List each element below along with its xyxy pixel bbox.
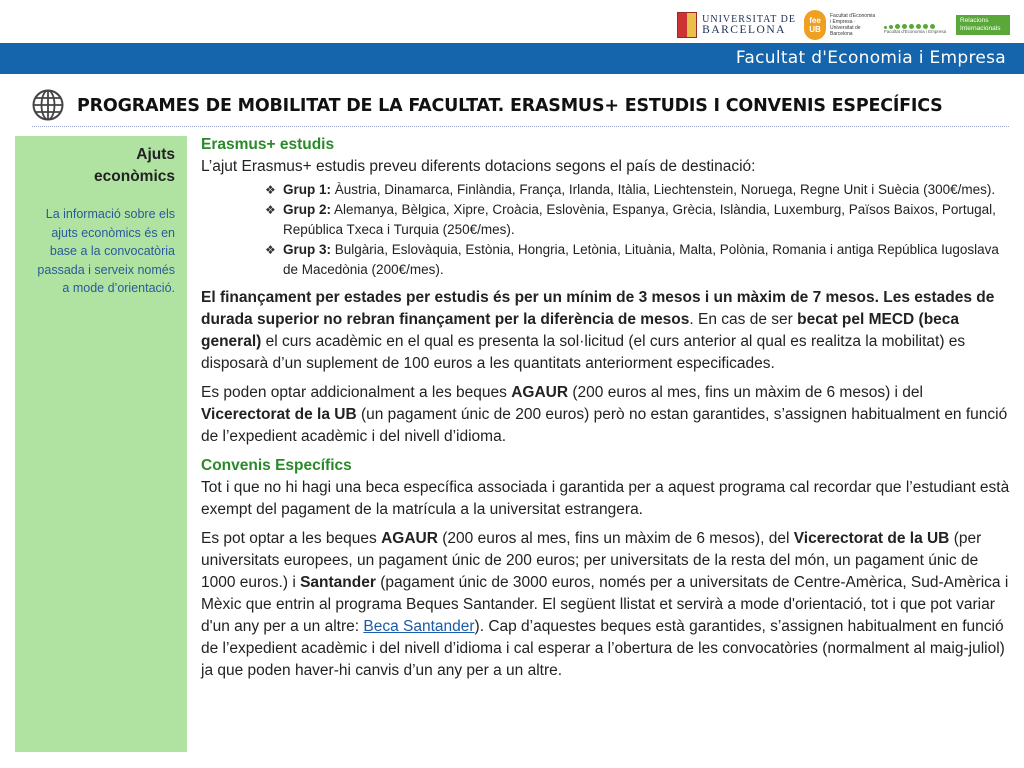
title-divider bbox=[32, 126, 1009, 127]
diamond-bullet-icon: ❖ bbox=[265, 203, 276, 217]
fee-logo[interactable] bbox=[804, 10, 876, 40]
ub-shield-icon bbox=[677, 12, 697, 38]
beca-santander-link[interactable]: Beca Santander bbox=[363, 618, 475, 635]
erasmus-intro: L’ajut Erasmus+ estudis preveu diferents dotacions segons el país de destinació: bbox=[201, 158, 756, 175]
band-title: Facultat d'Economia i Empresa bbox=[735, 48, 1006, 68]
convenis-intro: Tot i que no hi hagi una beca específica associada i garantida per a aquest programa cal recordar que l’estudiant està exempt del pagament de la matrícula a la universitat estrangera. bbox=[201, 479, 1010, 518]
convenis-grants-paragraph: Es pot optar a les beques AGAUR (200 euros al mes, fins un màxim de 6 mesos), del Vicerectorat de la UB (per universitats europees, un pagament únic de 200 euros; per universitats de la resta del món, un pagament únic de 1000 euros.) i Santander (pagament únic de 3000 euros, només per a universitats de Centre-Amèrica, Sud-Amèrica i Mèxic que entrin al programa Beques Santander. El següent llistat et servirà a mode d'orientació, tot i que pot variar d'un any per a un altre: Beca Santander). Cap d’aquestes beques està garantides, s’assignen habitualment en funció de l’expedient acadèmic i del nivell d’idioma i cal esperar a l’obertura de les convocatòries (normalment al maig-juliol) ja que poden haver-hi canvis d’un any per a un altre. bbox=[201, 530, 1009, 679]
diamond-bullet-icon: ❖ bbox=[265, 183, 276, 197]
faculty-dots-logo[interactable] bbox=[884, 17, 948, 34]
sidebar-note: La informació sobre els ajuts econòmics és en base a la convocatòria passada i serveix només a mode d’orientació. bbox=[37, 207, 175, 295]
list-item-group-3: ❖ Grup 3: Bulgària, Eslovàquia, Estònia, Hongria, Letònia, Lituània, Malta, Polònia, Romania i antiga República Iugoslava de Macedònia (200€/mes). bbox=[265, 242, 999, 277]
fee-logo-text: Facultat d'Economia i Empresa · Universitat de Barcelona bbox=[830, 13, 876, 37]
list-item-group-2: ❖ Grup 2: Alemanya, Bèlgica, Xipre, Croàcia, Eslovènia, Espanya, Grècia, Islàndia, Luxemburg, Països Baixos, Portugal, República Txeca i Turquia (250€/mes). bbox=[265, 202, 996, 237]
dots-logo-text: Facultat d'Economia i Empresa bbox=[884, 28, 947, 34]
page-title: PROGRAMES DE MOBILITAT DE LA FACULTAT. ERASMUS+ ESTUDIS I CONVENIS ESPECÍFICS bbox=[77, 96, 943, 116]
ub-logo-line2: BARCELONA bbox=[702, 24, 786, 36]
fee-badge-icon: fee UB bbox=[804, 10, 826, 40]
sidebar-heading: Ajuts econòmics bbox=[94, 146, 175, 185]
additional-grants-paragraph: Es poden optar addicionalment a les beques AGAUR (200 euros al mes, fins un màxim de 6 mesos) i del Vicerectorat de la UB (un pagament únic de 200 euros) però no estan garantides, s’assignen habitualment en funció de l’expedient acadèmic i del nivell d’idioma. bbox=[201, 384, 1008, 445]
list-item-group-1: ❖ Grup 1: Àustria, Dinamarca, Finlàndia, França, Irlanda, Itàlia, Liechtenstein, Noruega, Regne Unit i Suècia (300€/mes). bbox=[265, 180, 1016, 200]
diamond-bullet-icon: ❖ bbox=[265, 243, 276, 257]
header-logos bbox=[677, 8, 1010, 42]
ub-logo[interactable] bbox=[677, 12, 796, 38]
ub-logo-line1: UNIVERSITAT DE bbox=[702, 14, 796, 25]
header-band bbox=[0, 43, 1024, 74]
globe-icon bbox=[32, 89, 64, 121]
sidebar-panel bbox=[15, 136, 187, 752]
relacions-internacionals-badge[interactable]: Relacions Internacionals bbox=[956, 15, 1010, 35]
dots-icon bbox=[884, 17, 948, 29]
convenis-section-title: Convenis Específics bbox=[201, 457, 352, 474]
group-list bbox=[265, 180, 1016, 280]
financing-paragraph: El finançament per estades per estudis és per un mínim de 3 mesos i un màxim de 7 mesos. Les estades de durada superior no rebran finançament per la diferència de mesos. En cas de ser becat pel MECD (beca general) el curs acadèmic en el qual es presenta la sol·licitud (el curs anterior al qual es realitza la mobilitat) es disposarà d’un suplement de 100 euros a les quantitats anteriorment especificades. bbox=[201, 289, 995, 372]
erasmus-section-title: Erasmus+ estudis bbox=[201, 136, 335, 153]
main-content bbox=[201, 134, 1016, 682]
